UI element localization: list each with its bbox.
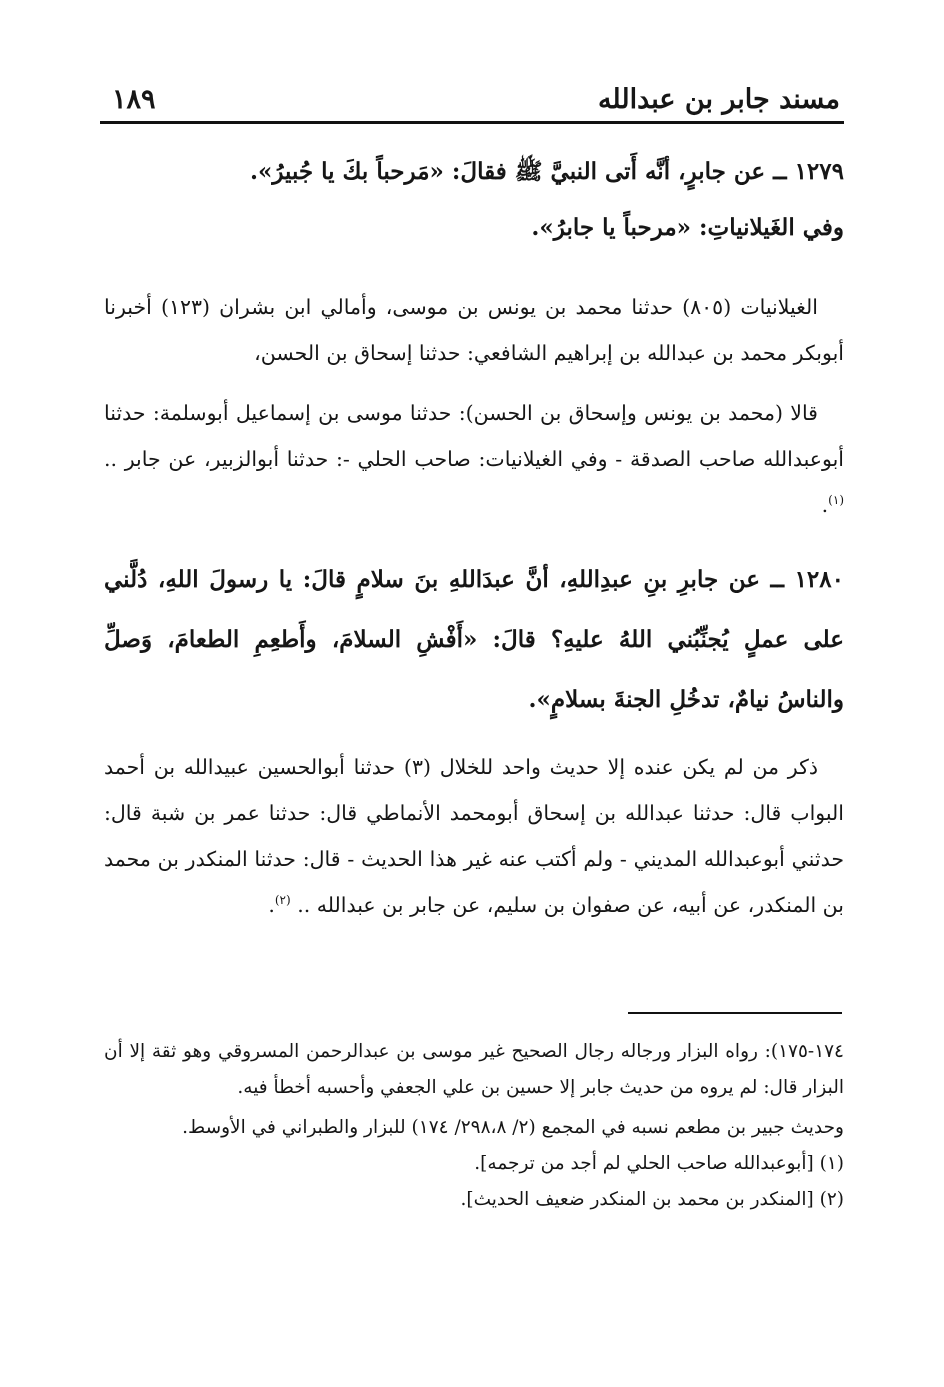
hadith-1279-variant: وفي الغَيلانياتِ: «مرحباً يا جابرُ». [531, 214, 844, 241]
hadith-1279: ١٢٧٩ ــ عن جابرٍ، أنَّه أَتى النبيَّ ﷺ فقالَ: «مَرحباً بكَ يا جُبيرُ». [249, 158, 844, 185]
main-text [104, 142, 844, 928]
page-header [100, 82, 844, 124]
hadith-1280: ١٢٨٠ ــ عن جابرِ بنِ عبدِاللهِ، أنَّ عبدَاللهِ بنَ سلامٍ قالَ: يا رسولَ اللهِ، دُلَّني على عملٍ يُجنِّبُني اللهُ عليهِ؟ قالَ: «أَفْشِ السلامَ، وأَطعِمِ الطعامَ، وَصلِّ والناسُ نيامٌ، تدخُلِ الجنةَ بسلامٍ». [104, 566, 844, 713]
takhrij-1280-text: ذكر من لم يكن عنده إلا حديث واحد للخلال (٣) حدثنا أبوالحسين عبيدالله بن أحمد البواب قال: حدثنا عبدالله بن إسحاق أبومحمد الأنماطي قال: حدثنا عمر بن شبة قال: حدثني أبوعبدالله المديني - ولم أكتب عنه غير هذا الحديث - قال: حدثنا المنكدر بن محمد بن المنكدر، عن أبيه، عن صفوان بن سليم، عن جابر بن عبدالله .. [104, 755, 844, 917]
footnote-continued-2: وحديث جبير بن مطعم نسبه في المجمع (٢/ ٢٩٨،٨/ ١٧٤) للبزار والطبراني في الأوسط. [182, 1117, 844, 1138]
header-rule [100, 121, 844, 124]
takhrij-1279-b: قالا (محمد بن يونس وإسحاق بن الحسن): حدثنا موسى بن إسماعيل أبوسلمة: حدثنا أبوعبدالله صاحب الصدقة - وفي الغيلانيات: صاحب الحلي -: حدثنا أبوالزبير، عن جابر .. $^{(١)}$. [104, 401, 844, 517]
footnote-1: (١) [أبوعبدالله صاحب الحلي لم أجد من ترجمه]. [474, 1153, 844, 1174]
running-title: مسند جابر بن عبدالله [597, 84, 840, 115]
footnote-2: (٢) [المنكدر بن محمد بن المنكدر ضعيف الحديث]. [460, 1189, 844, 1210]
takhrij-1279-b-text: قالا (محمد بن يونس وإسحاق بن الحسن): حدثنا موسى بن إسماعيل أبوسلمة: حدثنا أبوعبدالله صاحب الصدقة - وفي الغيلانيات: صاحب الحلي -: حدثنا أبوالزبير، عن جابر .. [104, 401, 844, 471]
footnote-ref-1: (١) [828, 493, 844, 508]
footnote-ref-2: (٢) [274, 893, 291, 908]
page-number: ١٨٩ [112, 84, 156, 115]
footnotes [104, 1034, 844, 1218]
footnote-separator [628, 1012, 842, 1014]
takhrij-1280: ذكر من لم يكن عنده إلا حديث واحد للخلال (٣) حدثنا أبوالحسين عبيدالله بن أحمد البواب قال: حدثنا عبدالله بن إسحاق أبومحمد الأنماطي قال: حدثنا عمر بن شبة قال: حدثني أبوعبدالله المديني - ولم أكتب عنه غير هذا الحديث - قال: حدثنا المنكدر بن محمد بن المنكدر، عن أبيه، عن صفوان بن سليم، عن جابر بن عبدالله .. $^{(٢)}$. [104, 755, 844, 917]
takhrij-1279-a: الغيلانيات (٨٠٥) حدثنا محمد بن يونس بن موسى، وأمالي ابن بشران (١٢٣) أخبرنا أبوبكر محمد بن عبدالله بن إبراهيم الشافعي: حدثنا إسحاق بن الحسن، [104, 295, 844, 365]
footnote-continued: ١٧٤-١٧٥): رواه البزار ورجاله رجال الصحيح غير موسى بن عبدالرحمن المسروقي وهو ثقة إلا أن البزار قال: لم يروه من حديث جابر إلا حسين بن علي الجعفي وأحسبه أخطأ فيه. [104, 1041, 844, 1098]
